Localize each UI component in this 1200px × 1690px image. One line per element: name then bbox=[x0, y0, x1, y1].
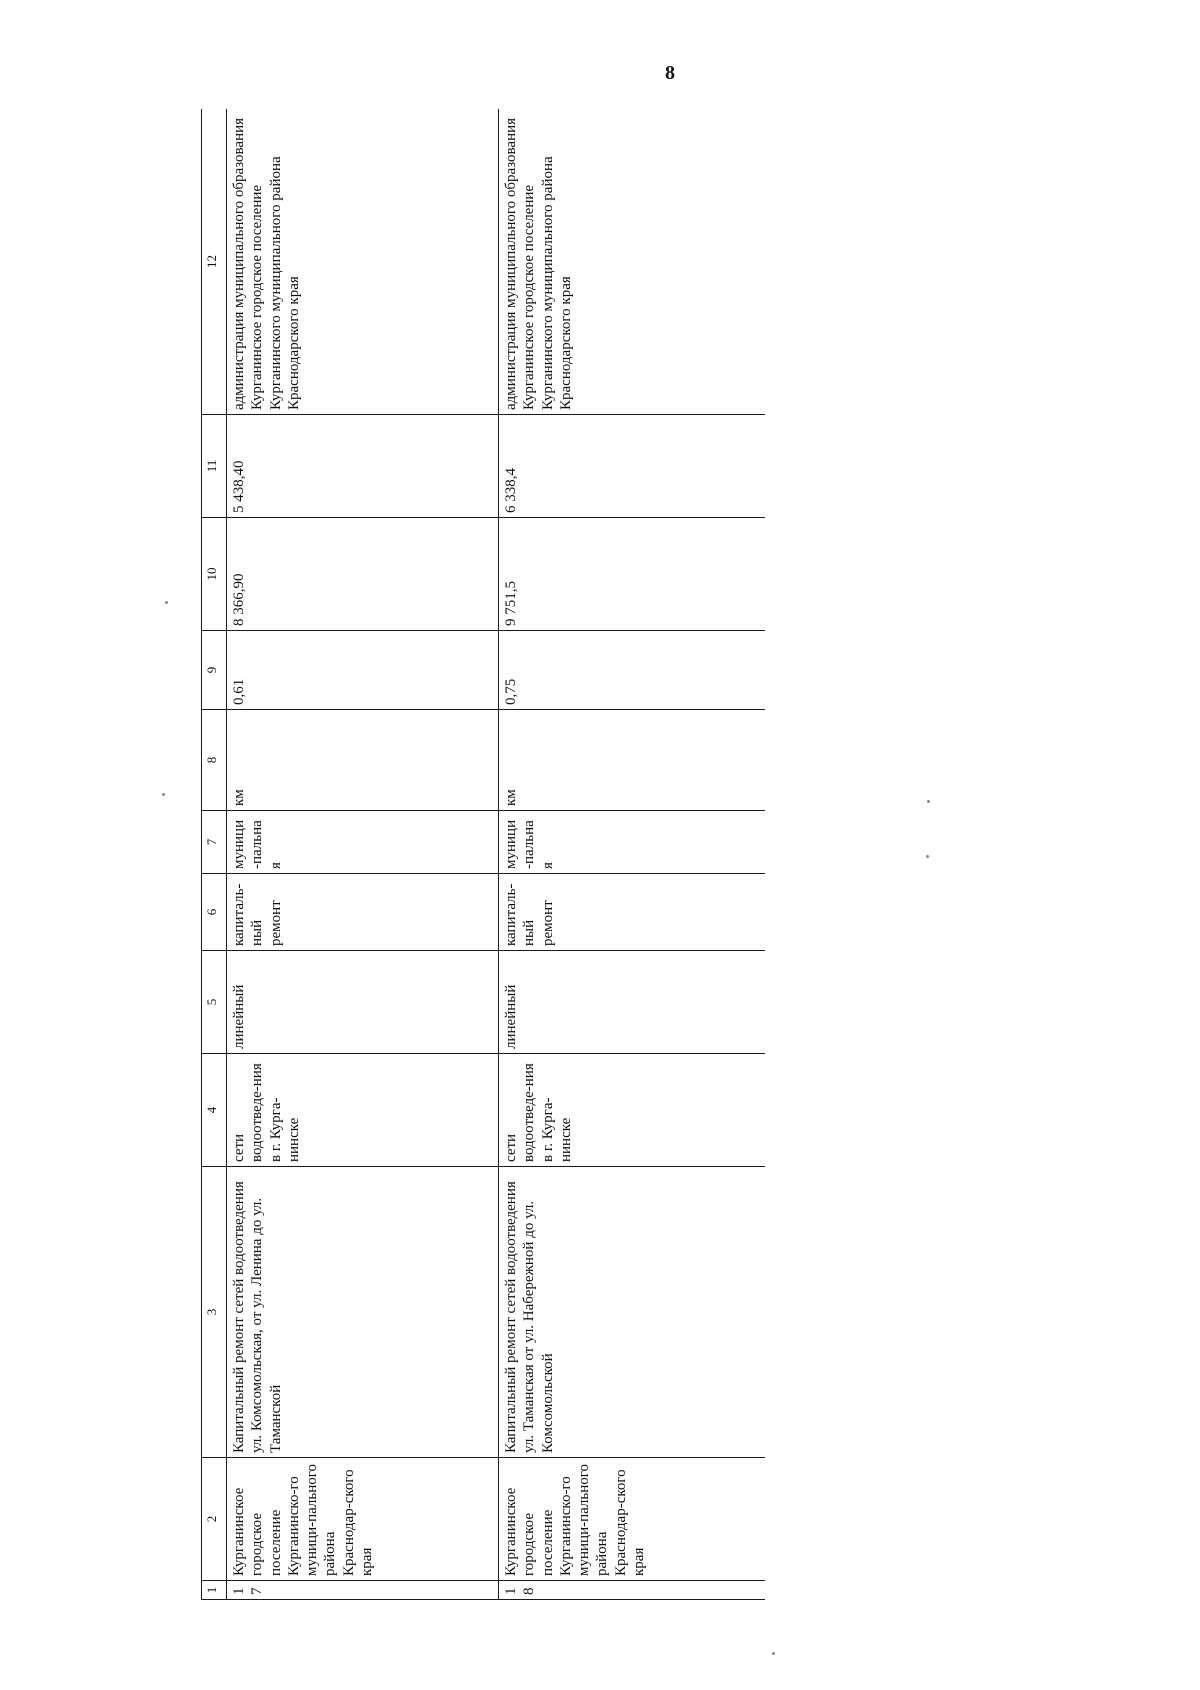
scan-speck bbox=[926, 855, 929, 858]
work-cell: капиталь-ный ремонт bbox=[227, 874, 499, 951]
customer-cell: администрация муниципального образования Курганинское городское поселение Курганинского муниципального района Краснодарского края bbox=[227, 109, 499, 415]
header-cell-6: 6 bbox=[202, 874, 227, 951]
length-cell: 0,61 bbox=[227, 631, 499, 710]
cost-local-cell: 6 338,4 bbox=[499, 415, 766, 518]
unit-cell: км bbox=[499, 710, 766, 811]
row-number-cell: 17 bbox=[227, 1581, 499, 1600]
header-cell-11: 11 bbox=[202, 415, 227, 518]
network-cell: сети водоотведе-ния в г. Курга-нинске bbox=[227, 1054, 499, 1167]
header-cell-8: 8 bbox=[202, 710, 227, 811]
header-cell-1: 1 bbox=[202, 1581, 227, 1600]
work-cell: капиталь-ный ремонт bbox=[499, 874, 766, 951]
object-cell: Капитальный ремонт сетей водоотведения ул. Таманская от ул. Набережной до ул. Комсомольской bbox=[499, 1167, 766, 1458]
header-cell-5: 5 bbox=[202, 951, 227, 1054]
length-cell: 0,75 bbox=[499, 631, 766, 710]
settlement-cell: Курганинское городское поселение Курганинско-го муници-пального района Краснодар-ского края bbox=[499, 1458, 766, 1581]
header-cell-3: 3 bbox=[202, 1167, 227, 1458]
type-cell: линейный bbox=[227, 951, 499, 1054]
object-cell: Капитальный ремонт сетей водоотведения ул. Комсомольская, от ул. Ленина до ул. Таманской bbox=[227, 1167, 499, 1458]
rotated-table bbox=[201, 109, 765, 1600]
row-number-cell: 18 bbox=[499, 1581, 766, 1600]
header-cell-10: 10 bbox=[202, 518, 227, 631]
type-cell: линейный bbox=[499, 951, 766, 1054]
ownership-cell: муници-пальная bbox=[227, 811, 499, 874]
network-cell: сети водоотведе-ния в г. Курга-нинске bbox=[499, 1054, 766, 1167]
header-cell-12: 12 bbox=[202, 109, 227, 415]
data-table bbox=[201, 109, 765, 1600]
table-frame bbox=[201, 109, 765, 1600]
cost-local-cell: 5 438,40 bbox=[227, 415, 499, 518]
header-cell-4: 4 bbox=[202, 1054, 227, 1167]
header-cell-2: 2 bbox=[202, 1458, 227, 1581]
customer-cell: администрация муниципального образования Курганинское городское поселение Курганинского муниципального района Краснодарского края bbox=[499, 109, 766, 415]
page-number: 8 bbox=[665, 62, 675, 84]
cost-total-cell: 8 366,90 bbox=[227, 518, 499, 631]
cost-total-cell: 9 751,5 bbox=[499, 518, 766, 631]
table-row bbox=[227, 109, 499, 1600]
scan-speck bbox=[165, 601, 168, 604]
header-cell-9: 9 bbox=[202, 631, 227, 710]
settlement-cell: Курганинское городское поселение Курганинско-го муници-пального района Краснодар-ского края bbox=[227, 1458, 499, 1581]
unit-cell: км bbox=[227, 710, 499, 811]
ownership-cell: муници-пальная bbox=[499, 811, 766, 874]
scan-speck bbox=[927, 800, 930, 803]
table-row bbox=[499, 109, 766, 1600]
scan-speck bbox=[772, 1652, 775, 1655]
header-row bbox=[202, 109, 227, 1600]
header-cell-7: 7 bbox=[202, 811, 227, 874]
scan-speck bbox=[162, 793, 165, 796]
